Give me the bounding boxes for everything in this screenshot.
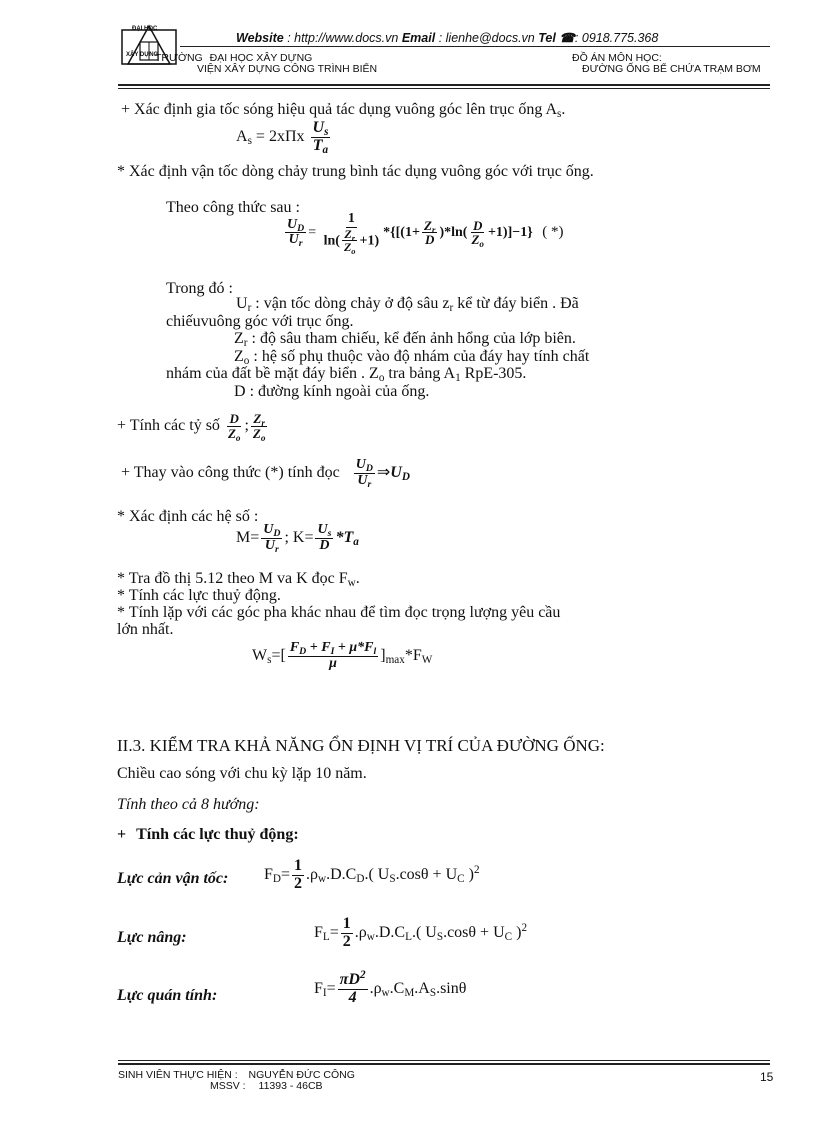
logo-text-top: ĐẠI HỌC (132, 26, 158, 32)
bullet-list: * Tra đồ thị 5.12 theo M va K đọc $F_w$. * Tính các lực thuỷ động. * Tính lặp với các góc pha khác nhau để tìm đọc trọng lượng yêu cầu lớn nhất. (117, 570, 561, 638)
formula-ws: $W_s=$[ $\frac{F_D + F_I + \mu*F_l}{\mu}$ ]$_{max}*F_W$ (252, 640, 433, 671)
def-zr: $Z_r$ : độ sâu tham chiếu, kể đến ảnh hổng của lớp biên. (234, 330, 576, 349)
email-label: Email (401, 31, 436, 45)
force-lift-label: Lực nâng: (117, 929, 187, 946)
header-rule-2 (118, 88, 770, 89)
bullet-forces: * Tính các lực thuỷ động. (117, 587, 281, 604)
section-heading: II.3. KIỂM TRA KHẢ NĂNG ỔN ĐỊNH VỊ TRÍ CỦA ĐƯỜNG ỐNG: (117, 736, 605, 755)
mssv-value: 11393 - 46CB (258, 1080, 323, 1092)
mssv-label: MSSV : (210, 1080, 246, 1092)
def-ur: $U_r$ : vận tốc dòng chảy ở độ sâu $z_r$ kể từ đáy biển . Đã (236, 295, 579, 314)
formula-ud-ur: $\frac{U_D}{U_r}$ = 1 ln( $\frac{Z_r}{Z_o}$ +1) *{[(1+ $\frac{Z_r}{D}$ )*ln( $\frac{D}{Z_o}$ +1)]−1} ( *) (287, 211, 564, 257)
page-number: 15 (760, 1070, 774, 1084)
tel-label: Tel (538, 31, 556, 45)
formula-m-k: M= $\frac{U_D}{U_r}$ ; K= $\frac{U_s}{D}$ $*T_a$ (236, 522, 359, 555)
header-contact (236, 30, 658, 45)
formula-tag: ( *) (542, 224, 564, 241)
student-name: NGUYỄN ĐỨC CÔNG (248, 1069, 355, 1081)
school-line2: VIỆN XÂY DỰNG CÔNG TRÌNH BIỂN (197, 63, 378, 75)
para-coefficients: * Xác định các hệ số : (117, 508, 259, 525)
para-wave-height: Chiều cao sóng với chu kỳ lặp 10 năm. (117, 765, 367, 782)
force-drag-label: Lực cản vận tốc: (117, 870, 229, 887)
para-ratios: + Tính các tỷ số $\frac{D}{Z_o}$ ; $\frac{Z_r}{Z_o}$ (117, 411, 266, 443)
bullet-graph: * Tra đồ thị 5.12 theo M va K đọc $F_w$. (117, 570, 360, 589)
para-substitute: + Thay vào công thức (*) tính đọc $\frac{U_D}{U_r}$ $\Rightarrow U_D$ (121, 457, 410, 490)
school-prefix: TRƯỜNG (155, 52, 203, 64)
school-info (155, 53, 377, 75)
phone-icon: ☎ (559, 31, 575, 45)
para-hydro-forces: + Tính các lực thuỷ động: (117, 826, 299, 843)
project-info (570, 53, 761, 75)
force-inertia-label: Lực quán tính: (117, 987, 218, 1004)
student-label: SINH VIÊN THỰC HIỆN : (118, 1069, 238, 1081)
para-acceleration: + Xác định gia tốc sóng hiệu quả tác dụng vuông góc lên trục ống $A_s$. (121, 101, 566, 120)
project-line1: ĐỒ ÁN MÔN HỌC: (572, 52, 662, 64)
def-zo: $Z_o$ : hệ số phụ thuộc vào độ nhám của đáy hay tính chất (234, 347, 590, 367)
footer-rule-1 (118, 1060, 770, 1061)
para-formula-intro: Theo công thức sau : (166, 199, 300, 216)
formula-as: $A_s = 2x\Pi x$ $\frac{U_s}{T_a}$ (236, 119, 329, 156)
fraction-us-ta: $\frac{U_s}{T_a}$ (312, 119, 329, 156)
website-label: Website (236, 31, 284, 45)
website-url[interactable]: : http://www.docs.vn (287, 31, 399, 45)
footer-student (118, 1070, 355, 1092)
project-line2: ĐƯỜNG ỐNG BỂ CHỨA TRẠM BƠM (582, 63, 761, 75)
email-value[interactable]: : lienhe@docs.vn (438, 31, 535, 45)
force-drag-formula: $F_D=$ $\frac{1}{2}$ $.\rho_w.D.C_D$.( $U_S.\cos\theta + U_C$ )$^2$ (264, 857, 480, 892)
force-lift-formula: $F_L=$ $\frac{1}{2}$ $.\rho_w.D.C_L$.( $U_S.\cos\theta + U_C$ )$^2$ (314, 915, 528, 950)
tel-value: : 0918.775.368 (574, 31, 659, 45)
header-rule-top (180, 46, 770, 47)
para-where: Trong đó : (166, 280, 233, 297)
footer-rule-2 (118, 1063, 770, 1065)
header-rule-1 (118, 84, 770, 86)
def-d: D : đường kính ngoài của ống. (234, 382, 430, 400)
para-directions: Tính theo cả 8 hướng: (117, 796, 260, 813)
bullet-iterate: * Tính lặp với các góc pha khác nhau để tìm đọc trọng lượng yêu cầu (117, 604, 561, 621)
logo-text-mid: XÂY DỰNG (126, 52, 159, 58)
para-velocity: * Xác định vận tốc dòng chảy trung bình tác dụng vuông góc với trục ống. (117, 163, 594, 180)
definitions: $U_r$ : vận tốc dòng chảy ở độ sâu $z_r$ kể từ đáy biển . Đã chiếuvuông góc với trục ống. $Z_r$ : độ sâu tham chiếu, kể đến ảnh hổng của lớp biên. $Z_o$ : hệ số phụ thuộc vào độ nhám của đáy hay tính chất nhám của đất bề mặt đáy biển . $Z_o$ tra bảng $A_1$ RpE-305. D : đường kính ngoài của ống. (166, 295, 590, 400)
force-inertia-formula: $F_I=$ $\frac{\pi D^2}{4}$ $.\rho_w.C_M.A_S.\sin\theta$ (314, 969, 467, 1006)
school-line1: ĐẠI HỌC XÂY DỰNG (209, 52, 313, 64)
